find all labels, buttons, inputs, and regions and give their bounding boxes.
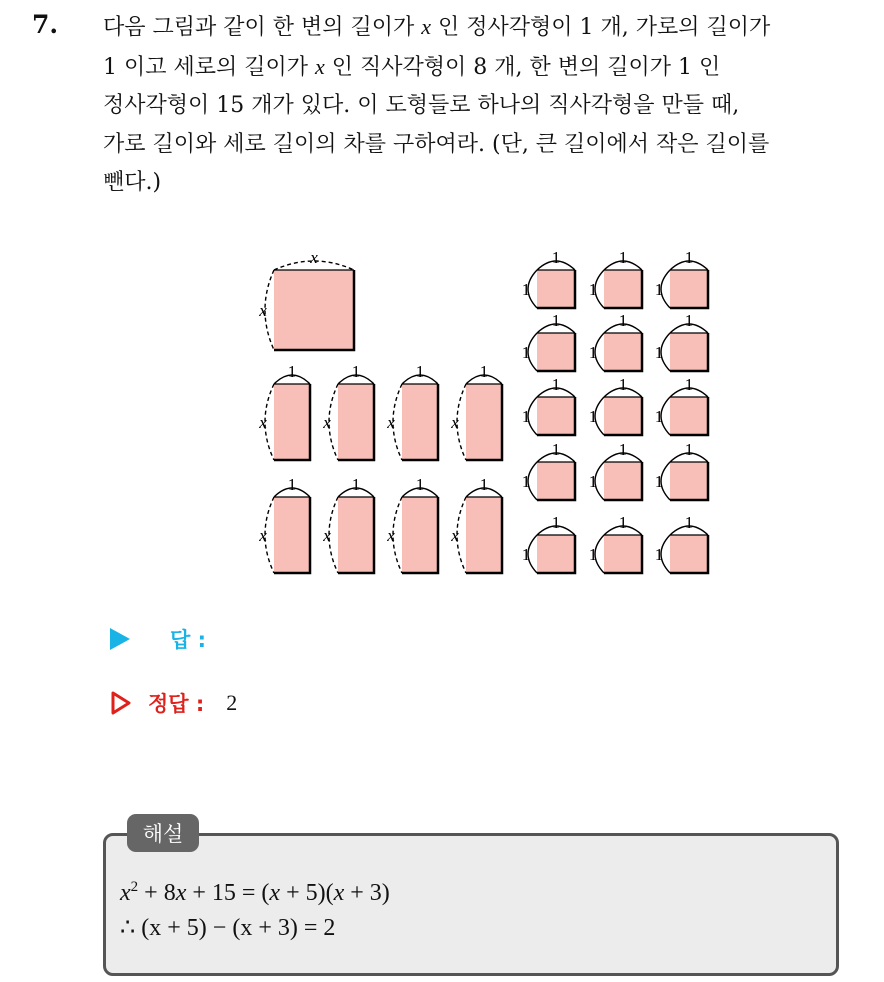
dimension-label: x bbox=[451, 526, 459, 545]
dimension-label: 1 bbox=[521, 545, 531, 564]
rectangle-tile bbox=[338, 384, 374, 460]
dimension-label: x bbox=[323, 526, 331, 545]
question-line: 가로 길이와 세로 길이의 차를 구하여라. (단, 큰 길이에서 작은 길이를 bbox=[103, 131, 770, 157]
answer-blank-row bbox=[110, 624, 206, 654]
dimension-label: 1 bbox=[684, 375, 694, 394]
dimension-label: 1 bbox=[618, 311, 628, 330]
dimension-label: x bbox=[259, 301, 267, 320]
dimension-label: 1 bbox=[551, 311, 561, 330]
question-number: 7. bbox=[32, 10, 59, 39]
dimension-label: 1 bbox=[351, 362, 361, 381]
dimension-label: 1 bbox=[618, 440, 628, 459]
dimension-label: 1 bbox=[588, 545, 598, 564]
dimension-label: 1 bbox=[684, 440, 694, 459]
dimension-label: 1 bbox=[618, 375, 628, 394]
small-square-tile bbox=[604, 270, 642, 308]
dimension-label: 1 bbox=[588, 472, 598, 491]
dimension-label: 1 bbox=[521, 280, 531, 299]
explanation-lines bbox=[120, 870, 390, 946]
rectangle-tile bbox=[402, 384, 438, 460]
small-square-tile bbox=[604, 462, 642, 500]
dimension-label: 1 bbox=[351, 475, 361, 494]
dimension-label: 1 bbox=[654, 545, 664, 564]
dimension-label: 1 bbox=[654, 280, 664, 299]
rectangle-tile bbox=[466, 497, 502, 573]
big-square bbox=[274, 270, 354, 350]
question-line: 정사각형이 15 개가 있다. 이 도형들로 하나의 직사각형을 만들 때, bbox=[103, 93, 740, 118]
question-line: 1 이고 세로의 길이가 x 인 직사각형이 8 개, 한 변의 길이가 1 인 bbox=[103, 53, 721, 80]
small-square-tile bbox=[604, 535, 642, 573]
dimension-label: x bbox=[310, 248, 318, 267]
dimension-label: 1 bbox=[521, 472, 531, 491]
dimension-label: x bbox=[387, 413, 395, 432]
answer-key-label: 정답 : bbox=[148, 692, 205, 716]
dimension-label: 1 bbox=[479, 475, 489, 494]
explanation-line-2: ∴ (x + 5) − (x + 3) = 2 bbox=[120, 915, 336, 941]
small-square-tile bbox=[670, 535, 708, 573]
dimension-label: x bbox=[323, 413, 331, 432]
dimension-label: x bbox=[387, 526, 395, 545]
small-square-tile bbox=[670, 462, 708, 500]
dimension-label: 1 bbox=[684, 311, 694, 330]
dimension-label: 1 bbox=[588, 407, 598, 426]
dimension-label: 1 bbox=[551, 248, 561, 267]
explanation-line-1: $x^2 + 8x + 15 = (x + 5)(x + 3)$ bbox=[120, 879, 390, 906]
rectangle-tile bbox=[338, 497, 374, 573]
dimension-label: x bbox=[259, 413, 267, 432]
small-square-tile bbox=[604, 333, 642, 371]
dimension-label: 1 bbox=[521, 407, 531, 426]
small-square-tile bbox=[670, 397, 708, 435]
dimension-label: 1 bbox=[551, 440, 561, 459]
dimension-label: x bbox=[259, 526, 267, 545]
rectangle-tile bbox=[274, 497, 310, 573]
dimension-label: 1 bbox=[521, 343, 531, 362]
answer-key-value: 2 bbox=[226, 690, 238, 715]
explanation-tab: 해설 bbox=[127, 814, 199, 852]
question-line: 뺀다.) bbox=[103, 170, 162, 195]
dimension-label: 1 bbox=[415, 475, 425, 494]
dimension-label: 1 bbox=[588, 280, 598, 299]
dimension-label: 1 bbox=[618, 513, 628, 532]
play-outline-triangle-icon bbox=[110, 691, 132, 715]
dimension-label: x bbox=[451, 413, 459, 432]
dimension-label: 1 bbox=[551, 375, 561, 394]
dimension-label: 1 bbox=[287, 362, 297, 381]
small-square-tile bbox=[537, 397, 575, 435]
rectangle-tile bbox=[402, 497, 438, 573]
dimension-label: 1 bbox=[684, 248, 694, 267]
dimension-label: 1 bbox=[479, 362, 489, 381]
dimension-label: 1 bbox=[684, 513, 694, 532]
question-line: 다음 그림과 같이 한 변의 길이가 x 인 정사각형이 1 개, 가로의 길이가 bbox=[103, 14, 771, 40]
small-square-tile bbox=[537, 462, 575, 500]
rectangle-tile bbox=[274, 384, 310, 460]
dimension-label: 1 bbox=[654, 472, 664, 491]
dimension-label: 1 bbox=[654, 407, 664, 426]
dimension-label: 1 bbox=[415, 362, 425, 381]
dimension-label: 1 bbox=[287, 475, 297, 494]
play-triangle-icon bbox=[110, 628, 130, 650]
small-square-tile bbox=[537, 270, 575, 308]
dimension-label: 1 bbox=[618, 248, 628, 267]
rectangle-tile bbox=[466, 384, 502, 460]
dimension-label: 1 bbox=[588, 343, 598, 362]
small-square-tile bbox=[670, 270, 708, 308]
dimension-label: 1 bbox=[551, 513, 561, 532]
small-square-tile bbox=[670, 333, 708, 371]
dimension-label: 1 bbox=[654, 343, 664, 362]
answer-key-row bbox=[110, 688, 237, 718]
small-square-tile bbox=[537, 535, 575, 573]
small-square-tile bbox=[537, 333, 575, 371]
small-square-tile bbox=[604, 397, 642, 435]
answer-blank-label: 답 : bbox=[170, 628, 206, 652]
